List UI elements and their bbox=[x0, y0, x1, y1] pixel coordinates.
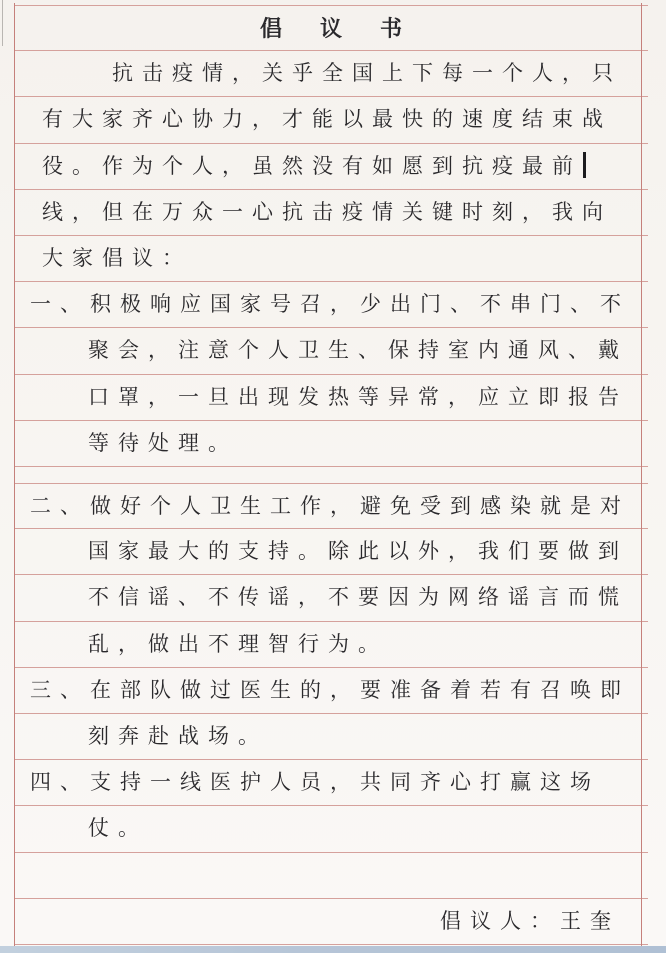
empty-row[interactable] bbox=[14, 853, 648, 899]
text-row[interactable] bbox=[14, 622, 648, 668]
signer-name: 王奎 bbox=[560, 909, 620, 933]
grid-section-top bbox=[0, 5, 666, 467]
list-item-text: 不信谣、不传谣，不要因为网络谣言而慌 bbox=[88, 586, 628, 610]
list-item-row[interactable] bbox=[14, 760, 648, 806]
photo-edge-strip bbox=[0, 946, 666, 953]
list-item-text: 口罩，一旦出现发热等异常，应立即报告 bbox=[88, 385, 628, 409]
document-title: 倡议书 bbox=[259, 16, 440, 41]
text-row[interactable] bbox=[14, 51, 648, 97]
list-item-text: 刻奔赴战场。 bbox=[88, 724, 268, 748]
list-marker: 三、 bbox=[30, 678, 90, 702]
list-item-text: 国家最大的支持。除此以外，我们要做到 bbox=[88, 540, 628, 564]
text-row[interactable] bbox=[14, 375, 648, 421]
signature-label: 倡议人： bbox=[440, 909, 560, 933]
text-row[interactable] bbox=[14, 236, 648, 282]
list-item-text: 仗。 bbox=[88, 817, 148, 841]
text-row[interactable] bbox=[14, 714, 648, 760]
document-title-row[interactable] bbox=[14, 5, 648, 51]
text-row[interactable] bbox=[14, 328, 648, 374]
list-marker: 四、 bbox=[30, 771, 90, 795]
paragraph-text: 抗击疫情，关乎全国上下每一个人，只 bbox=[112, 62, 622, 86]
paragraph-text: 大家倡议： bbox=[42, 246, 192, 270]
margin-line-right bbox=[641, 3, 642, 947]
list-item-text: 乱，做出不理智行为。 bbox=[88, 632, 388, 656]
list-item-text: 做好个人卫生工作，避免受到感染就是对 bbox=[90, 495, 630, 518]
text-row[interactable] bbox=[14, 575, 648, 621]
list-item-text: 积极响应国家号召，少出门、不串门、不 bbox=[90, 293, 630, 317]
text-row[interactable] bbox=[14, 421, 648, 467]
text-caret bbox=[583, 152, 586, 178]
signature-row[interactable] bbox=[14, 899, 648, 945]
list-item-row[interactable] bbox=[14, 668, 648, 714]
text-row[interactable] bbox=[14, 190, 648, 236]
list-marker: 一、 bbox=[30, 293, 90, 317]
list-marker: 二、 bbox=[30, 495, 90, 518]
text-row[interactable] bbox=[14, 529, 648, 575]
margin-line-left bbox=[14, 3, 15, 947]
list-item-text: 在部队做过医生的，要准备着若有召唤即 bbox=[90, 678, 630, 702]
list-item-text: 等待处理。 bbox=[88, 431, 238, 455]
text-row[interactable] bbox=[14, 97, 648, 143]
list-item-text: 聚会，注意个人卫生、保持室内通风、戴 bbox=[88, 339, 628, 363]
list-item-text: 支持一线医护人员，共同齐心打赢这场 bbox=[90, 771, 600, 795]
text-row[interactable] bbox=[14, 144, 648, 190]
list-item-row[interactable] bbox=[14, 282, 648, 328]
paragraph-text: 有大家齐心协力，才能以最快的速度结束战 bbox=[42, 108, 612, 132]
paragraph-text: 役。作为个人，虽然没有如愿到抗疫最前 bbox=[42, 154, 582, 178]
grid-section-bottom bbox=[0, 483, 666, 945]
text-row[interactable] bbox=[14, 806, 648, 852]
paragraph-text: 线，但在万众一心抗击疫情关键时刻，我向 bbox=[42, 200, 612, 224]
list-item-row[interactable] bbox=[14, 483, 648, 529]
